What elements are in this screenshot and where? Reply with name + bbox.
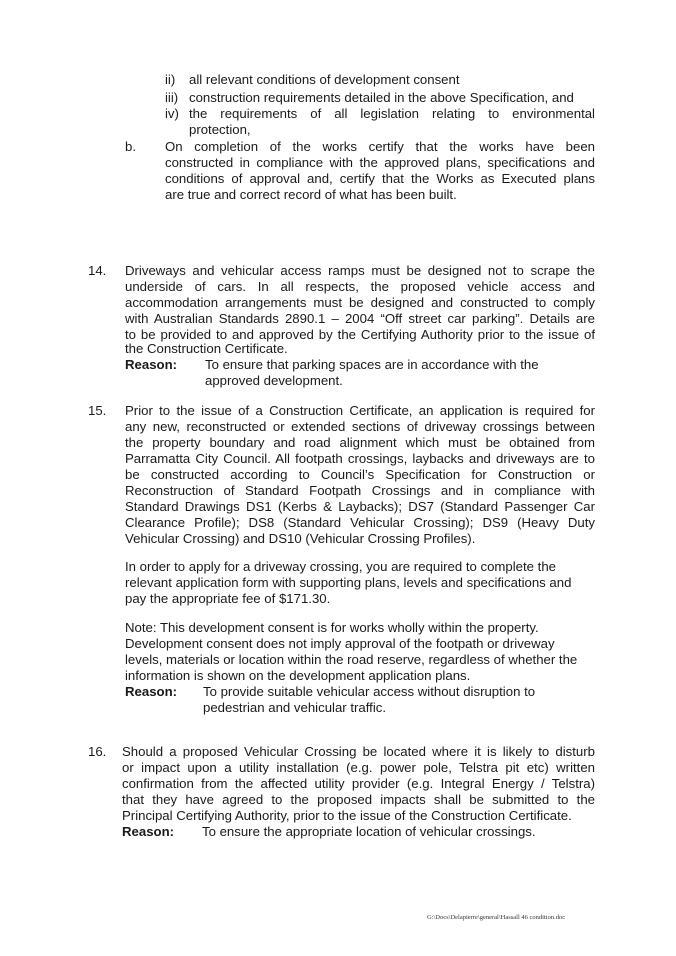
paragraph-line: are true and correct record of what has been built. (165, 187, 457, 202)
list-marker: ii) (165, 72, 176, 87)
condition-number: 15. (88, 403, 107, 418)
paragraph-line: Standard Drawings DS1 (Kerbs & Laybacks); DS7 (Standard Passenger Car (125, 499, 595, 514)
paragraph-line: Reconstruction of Standard Footpath Crossings and in compliance with (125, 483, 595, 498)
paragraph-line: with Australian Standards 2890.1 – 2004 “Off street car parking”. Details are (125, 311, 595, 326)
paragraph-line: be constructed according to Council’s Specification for Construction or (125, 467, 595, 482)
list-item-text: the requirements of all legislation relating to environmental (189, 106, 595, 121)
paragraph-line: Prior to the issue of a Construction Certificate, an application is required for (125, 403, 595, 418)
paragraph-line: information is shown on the development application plans. (125, 668, 471, 683)
paragraph-line: the property boundary and road alignment which must be obtained from (125, 435, 595, 450)
paragraph-line: levels, materials or location within the road reserve, regardless of whether the (125, 652, 578, 667)
reason-text: pedestrian and vehicular traffic. (203, 700, 387, 715)
list-marker: b. (125, 139, 136, 154)
reason-label: Reason: (122, 824, 175, 839)
reason-text: To ensure that parking spaces are in accordance with the (205, 357, 539, 372)
paragraph-line: Parramatta City Council. All footpath crossings, laybacks and driveways are to (125, 451, 595, 466)
paragraph-line: Should a proposed Vehicular Crossing be located where it is likely to disturb (122, 744, 595, 759)
reason-text: To ensure the appropriate location of vehicular crossings. (202, 824, 536, 839)
reason-label: Reason: (125, 357, 178, 372)
paragraph-line: Clearance Profile); DS8 (Standard Vehicular Crossing); DS9 (Heavy Duty (125, 515, 595, 530)
paragraph-line: Driveways and vehicular access ramps must be designed not to scrape the (125, 263, 595, 278)
list-marker: iv) (165, 106, 179, 121)
condition-number: 16. (88, 744, 107, 759)
paragraph-line: Vehicular Crossing) and DS10 (Vehicular Crossing Profiles). (125, 531, 476, 546)
reason-text: approved development. (205, 373, 343, 388)
reason-text: To provide suitable vehicular access without disruption to (203, 684, 536, 699)
paragraph-line: or impact upon a utility installation (e.g. power pole, Telstra pit etc) written (122, 760, 595, 775)
paragraph-line: any new, reconstructed or extended sections of driveway crossings between (125, 419, 595, 434)
paragraph-line: Development consent does not imply approval of the footpath or driveway (125, 636, 555, 651)
reason-label: Reason: (125, 684, 178, 699)
paragraph-line: underside of cars. In all respects, the proposed vehicle access and (125, 279, 595, 294)
paragraph-line: relevant application form with supporting plans, levels and specifications and (125, 575, 572, 590)
paragraph-line: constructed in compliance with the approved plans, specifications and (165, 155, 595, 170)
paragraph-line: to be provided to and approved by the Certifying Authority prior to the issue of (125, 327, 595, 342)
list-item-text: construction requirements detailed in the above Specification, and (189, 90, 574, 105)
list-item-text: all relevant conditions of development consent (189, 72, 460, 87)
paragraph-line: conditions of approval and, certify that the Works as Executed plans (165, 171, 595, 186)
condition-number: 14. (88, 263, 107, 278)
paragraph-line: On completion of the works certify that the works have been (165, 139, 595, 154)
paragraph-line: pay the appropriate fee of $171.30. (125, 591, 331, 606)
paragraph-line: Principal Certifying Authority, prior to the issue of the Construction Certificate. (122, 808, 572, 823)
list-item-text: protection, (189, 122, 251, 137)
paragraph-line: In order to apply for a driveway crossing, you are required to complete the (125, 559, 557, 574)
list-marker: iii) (165, 90, 179, 105)
footer-file-path: G:\Docs\Delapierre\general\Hassall 46 condition.doc (427, 914, 566, 921)
paragraph-line: the Construction Certificate. (125, 341, 288, 356)
paragraph-line: that they have agreed to the proposed impacts shall be submitted to the (122, 792, 595, 807)
paragraph-line: accommodation arrangements must be designed and constructed to comply (125, 295, 595, 310)
paragraph-line: confirmation from the affected utility provider (e.g. Integral Energy / Telstra) (122, 776, 595, 791)
paragraph-line: Note: This development consent is for works wholly within the property. (125, 620, 539, 635)
